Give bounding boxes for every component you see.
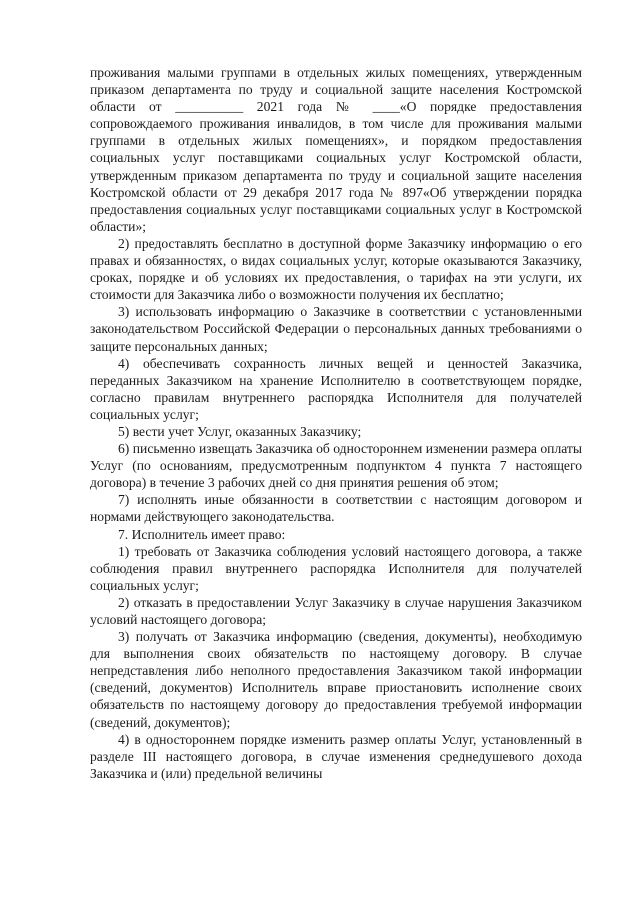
paragraph-item-2-free-info: 2) предоставлять бесплатно в доступной форме Заказчику информацию о его правах и обязанностях, о видах социальных услуг, которые оказываются Заказчику, сроках, порядке и об условиях их предоставления, о тарифах на эти услуги, их стоимости для Заказчика либо о возможности получения их бесплатно; (90, 235, 582, 303)
paragraph-right-2-refuse: 2) отказать в предоставлении Услуг Заказчику в случае нарушения Заказчиком условий настоящего договора; (90, 594, 582, 627)
paragraph-continuation: проживания малыми группами в отдельных жилых помещениях, утвержденным приказом департамента по труду и социальной защите населения Костромской области от __________ 2021 года № ____«О порядке предоставления сопровождаемого проживания инвалидов, в том числе для проживания малыми группами в отдельных жилых помещениях», и порядком предоставления социальных услуг поставщиками социальных услуг Костромской области, утвержденным приказом департамента по труду и социальной защите населения Костромской области от 29 декабря 2017 года № 897«Об утверждении порядка предоставления социальных услуг поставщиками социальных услуг в Костромской области»; (90, 65, 582, 234)
document-page (90, 64, 582, 782)
paragraph-item-6-notify: 6) письменно извещать Заказчика об одностороннем изменении размера оплаты Услуг (по основаниям, предусмотренным подпунктом 4 пункта 7 настоящего договора) в течение 3 рабочих дней со дня принятия решения об этом; (90, 441, 582, 491)
paragraph-item-3-use-info: 3) использовать информацию о Заказчике в соответствии с установленными законодательством Российской Федерации о персональных данных требованиями о защите персональных данных; (90, 304, 582, 354)
paragraph-right-4-change-price: 4) в одностороннем порядке изменить размер оплаты Услуг, установленный в разделе III настоящего договора, в случае изменения среднедушевого дохода Заказчика и (или) предельной величины (90, 731, 582, 781)
paragraph-item-7-other-duties: 7) исполнять иные обязанности в соответствии с настоящим договором и нормами действующего законодательства. (90, 492, 582, 525)
paragraph-item-5-records: 5) вести учет Услуг, оказанных Заказчику; (118, 423, 362, 439)
paragraph-right-3-obtain-info: 3) получать от Заказчика информацию (сведения, документы), необходимую для выполнения своих обязательств по настоящему договору. В случае непредставления либо неполного предоставления Заказчиком такой информации (сведений, документов) Исполнитель вправе приостановить исполнение своих обязательств по настоящему договору до предоставления требуемой информации (сведений, документов); (90, 629, 582, 730)
section-7-heading: 7. Исполнитель имеет право: (118, 526, 286, 542)
paragraph-right-1-require: 1) требовать от Заказчика соблюдения условий настоящего договора, а также соблюдения правил внутреннего распорядка Исполнителя для получателей социальных услуг; (90, 543, 582, 593)
paragraph-item-4-safekeeping: 4) обеспечивать сохранность личных вещей и ценностей Заказчика, переданных Заказчиком на хранение Исполнителю в соответствующем порядке, согласно правилам внутреннего распорядка Исполнителя для получателей социальных услуг; (90, 355, 582, 422)
